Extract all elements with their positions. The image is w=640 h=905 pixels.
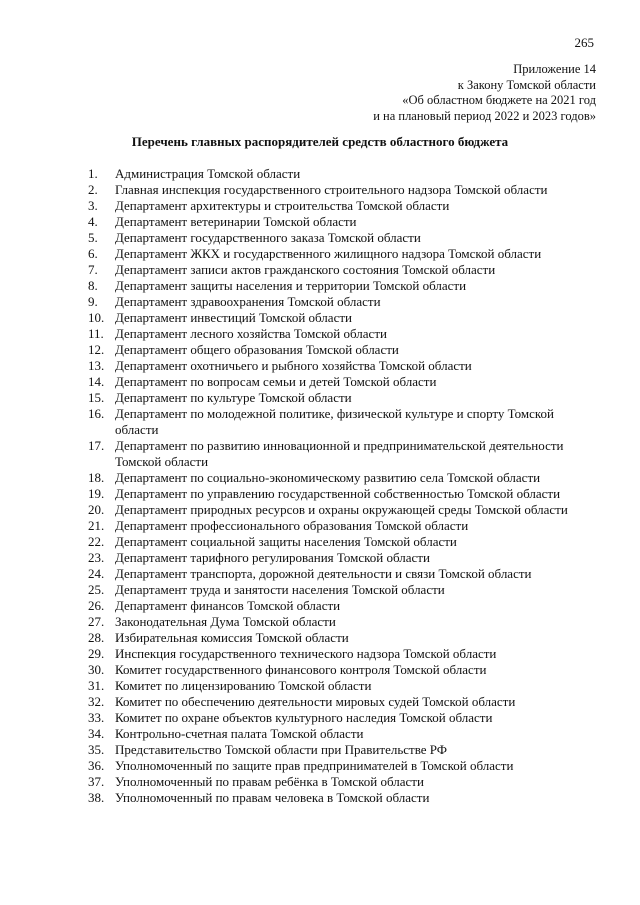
list-item-number: 4. bbox=[88, 214, 98, 229]
list-item bbox=[88, 262, 592, 278]
list-item-number: 21. bbox=[88, 518, 105, 533]
list-item-text: Департамент по культуре Томской области bbox=[115, 390, 352, 405]
list-item-text: Представительство Томской области при Правительстве РФ bbox=[115, 742, 448, 757]
list-item-number: 6. bbox=[88, 246, 98, 261]
list-item-number: 16. bbox=[88, 406, 105, 421]
list-item-text: Департамент государственного заказа Томской области bbox=[115, 230, 421, 245]
list-item bbox=[88, 758, 592, 774]
list-item bbox=[88, 678, 592, 694]
list-item-text: Департамент здравоохранения Томской области bbox=[115, 294, 381, 309]
list-item bbox=[88, 550, 592, 566]
list-item bbox=[88, 182, 592, 198]
list-item-text: Департамент инвестиций Томской области bbox=[115, 310, 352, 325]
list-item-text: Департамент архитектуры и строительства Томской области bbox=[115, 198, 450, 213]
list-item-text: Контрольно-счетная палата Томской области bbox=[115, 726, 364, 741]
list-item-number: 13. bbox=[88, 358, 105, 373]
list-item-text: Департамент по социально-экономическому развитию села Томской области bbox=[115, 470, 541, 485]
list-item-number: 9. bbox=[88, 294, 98, 309]
list-item bbox=[88, 774, 592, 790]
list-item-text: Департамент по управлению государственной собственностью Томской области bbox=[115, 486, 561, 501]
list-item-number: 11. bbox=[88, 326, 104, 341]
list-item bbox=[88, 630, 592, 646]
document-title: Перечень главных распорядителей средств областного бюджета bbox=[131, 134, 509, 149]
list-item-number: 25. bbox=[88, 582, 105, 597]
list-item-number: 14. bbox=[88, 374, 105, 389]
list-item bbox=[88, 358, 592, 374]
list-item-text: Департамент охотничьего и рыбного хозяйства Томской области bbox=[115, 358, 472, 373]
list-item-number: 22. bbox=[88, 534, 105, 549]
list-item bbox=[88, 790, 592, 806]
list-item-text: Департамент записи актов гражданского состояния Томской области bbox=[115, 262, 496, 277]
list-item-text: Департамент финансов Томской области bbox=[115, 598, 341, 613]
list-item bbox=[88, 742, 592, 758]
list-item-number: 28. bbox=[88, 630, 105, 645]
list-item-text: Комитет государственного финансового контроля Томской области bbox=[115, 662, 487, 677]
list-item bbox=[88, 646, 592, 662]
list-item-text: Департамент лесного хозяйства Томской области bbox=[115, 326, 387, 341]
list-item bbox=[88, 502, 592, 518]
list-item-text: Уполномоченный по правам ребёнка в Томской области bbox=[115, 774, 424, 789]
appendix-line: Приложение 14 bbox=[513, 62, 596, 76]
list-item-number: 27. bbox=[88, 614, 105, 629]
list-item-text: Департамент профессионального образования Томской области bbox=[115, 518, 469, 533]
list-item-number: 18. bbox=[88, 470, 105, 485]
list-item-number: 15. bbox=[88, 390, 105, 405]
list-item bbox=[88, 438, 592, 470]
list-item bbox=[88, 278, 592, 294]
list-item-text: Инспекция государственного технического надзора Томской области bbox=[115, 646, 497, 661]
list-item bbox=[88, 486, 592, 502]
list-item-number: 23. bbox=[88, 550, 105, 565]
list-item-number: 12. bbox=[88, 342, 105, 357]
list-item-text: Департамент защиты населения и территории Томской области bbox=[115, 278, 467, 293]
list-item bbox=[88, 230, 592, 246]
list-item-text: Департамент ЖКХ и государственного жилищного надзора Томской области bbox=[115, 246, 542, 261]
list-item bbox=[88, 198, 592, 214]
list-item bbox=[88, 470, 592, 486]
list-item-text: Департамент по развитию инновационной и предпринимательской деятельности Томской области bbox=[115, 438, 564, 469]
list-item-text: Законодательная Дума Томской области bbox=[115, 614, 336, 629]
list-item-number: 33. bbox=[88, 710, 105, 725]
list-item-text: Избирательная комиссия Томской области bbox=[115, 630, 349, 645]
list-item-number: 8. bbox=[88, 278, 98, 293]
list-item bbox=[88, 662, 592, 678]
list-item-text: Департамент социальной защиты населения Томской области bbox=[115, 534, 457, 549]
list-item-number: 38. bbox=[88, 790, 105, 805]
list-item-number: 7. bbox=[88, 262, 98, 277]
list-item bbox=[88, 614, 592, 630]
appendix-header bbox=[373, 62, 596, 124]
list-item-number: 10. bbox=[88, 310, 105, 325]
appendix-line: «Об областном бюджете на 2021 год bbox=[402, 93, 596, 107]
list-item-number: 17. bbox=[88, 438, 105, 453]
list-item bbox=[88, 326, 592, 342]
list-item-text: Департамент транспорта, дорожной деятельности и связи Томской области bbox=[115, 566, 532, 581]
list-item-number: 37. bbox=[88, 774, 105, 789]
list-item-text: Администрация Томской области bbox=[115, 166, 301, 181]
list-item-number: 2. bbox=[88, 182, 98, 197]
list-item-number: 32. bbox=[88, 694, 105, 709]
list-item-number: 20. bbox=[88, 502, 105, 517]
list-item-text: Комитет по обеспечению деятельности мировых судей Томской области bbox=[115, 694, 516, 709]
list-item-text: Департамент общего образования Томской области bbox=[115, 342, 399, 357]
list-item bbox=[88, 294, 592, 310]
list-item-number: 3. bbox=[88, 198, 98, 213]
list-item-number: 5. bbox=[88, 230, 98, 245]
list-item bbox=[88, 598, 592, 614]
list-item-number: 29. bbox=[88, 646, 105, 661]
list-item-number: 36. bbox=[88, 758, 105, 773]
list-item-number: 24. bbox=[88, 566, 105, 581]
list-item bbox=[88, 582, 592, 598]
list-item-number: 30. bbox=[88, 662, 105, 677]
list-item bbox=[88, 214, 592, 230]
list-item-text: Департамент тарифного регулирования Томской области bbox=[115, 550, 430, 565]
list-item-text: Департамент по молодежной политике, физической культуре и спорту Томской области bbox=[115, 406, 554, 437]
list-item-number: 34. bbox=[88, 726, 105, 741]
list-item-number: 35. bbox=[88, 742, 105, 757]
list-item-text: Комитет по охране объектов культурного наследия Томской области bbox=[115, 710, 493, 725]
list-item-text: Департамент труда и занятости населения Томской области bbox=[115, 582, 445, 597]
appendix-line: и на плановый период 2022 и 2023 годов» bbox=[373, 108, 596, 123]
list-item-text: Департамент по вопросам семьи и детей Томской области bbox=[115, 374, 437, 389]
list-item bbox=[88, 166, 592, 182]
list-item bbox=[88, 534, 592, 550]
appendix-line: к Закону Томской области bbox=[457, 77, 596, 92]
list-item-number: 31. bbox=[88, 678, 105, 693]
list-item bbox=[88, 246, 592, 262]
list-item-number: 26. bbox=[88, 598, 105, 613]
list-item bbox=[88, 390, 592, 406]
list-item bbox=[88, 518, 592, 534]
list-item-text: Главная инспекция государственного строительного надзора Томской области bbox=[115, 182, 548, 197]
list-item-text: Департамент природных ресурсов и охраны окружающей среды Томской области bbox=[115, 502, 568, 517]
list-item-text: Уполномоченный по защите прав предпринимателей в Томской области bbox=[115, 758, 514, 773]
page-number: 265 bbox=[574, 35, 594, 50]
list-item bbox=[88, 566, 592, 582]
list-item bbox=[88, 310, 592, 326]
list-item bbox=[88, 694, 592, 710]
list-item-number: 19. bbox=[88, 486, 105, 501]
list-item bbox=[88, 374, 592, 390]
list-item-text: Комитет по лицензированию Томской области bbox=[115, 678, 372, 693]
list-item bbox=[88, 726, 592, 742]
list-item-text: Департамент ветеринарии Томской области bbox=[115, 214, 357, 229]
list-item bbox=[88, 710, 592, 726]
distributors-list bbox=[88, 166, 592, 806]
list-item-number: 1. bbox=[88, 166, 98, 181]
list-item bbox=[88, 342, 592, 358]
list-item-text: Уполномоченный по правам человека в Томской области bbox=[115, 790, 430, 805]
list-item bbox=[88, 406, 592, 438]
